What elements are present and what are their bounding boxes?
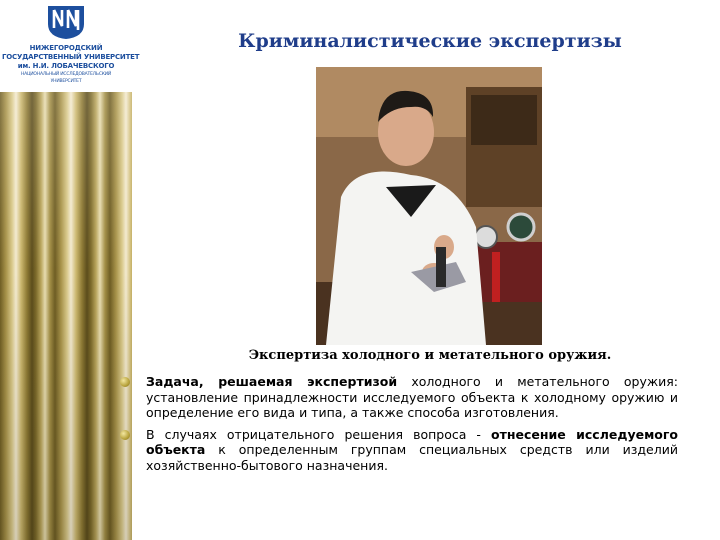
logo-line-4: НАЦИОНАЛЬНЫЙ ИССЛЕДОВАТЕЛЬСКИЙ xyxy=(20,72,112,77)
logo-line-2: ГОСУДАРСТВЕННЫЙ УНИВЕРСИТЕТ xyxy=(2,53,140,61)
bullet-task-bold: Задача, решаемая экспертизой xyxy=(146,374,398,389)
expert-photo xyxy=(316,67,542,345)
expert-photo-illustration xyxy=(316,67,542,345)
bullet-item-negative xyxy=(118,427,678,474)
bullet-negative-bold: отнесение исследуемого объекта xyxy=(146,426,678,457)
decorative-curtain xyxy=(0,92,132,540)
university-emblem-icon xyxy=(44,4,88,40)
bullet-negative-text-after: к определенным группам специальных средств или изделий хозяйственно-бытового назначения. xyxy=(146,442,678,473)
logo-line-1: НИЖЕГОРОДСКИЙ xyxy=(29,44,103,52)
bullet-dot-icon xyxy=(120,430,130,440)
bullet-list xyxy=(118,374,678,479)
bullet-task-text: холодного и метательного оружия: установление принадлежности исследуемого объекта к холодному оружию и определение его вида и типа, а также способа изготовления. xyxy=(146,374,678,420)
university-logo xyxy=(0,0,140,92)
logo-line-3: им. Н.И. ЛОБАЧЕВСКОГО xyxy=(17,62,115,70)
bullet-item-task xyxy=(118,374,678,421)
slide-title: Криминалистические экспертизы xyxy=(238,30,622,52)
bullet-dot-icon xyxy=(120,377,130,387)
bullet-negative-text-before: В случаях отрицательного решения вопроса - xyxy=(146,426,491,442)
photo-caption: Экспертиза холодного и метательного оружия. xyxy=(248,348,612,363)
logo-line-5: УНИВЕРСИТЕТ xyxy=(50,79,82,84)
